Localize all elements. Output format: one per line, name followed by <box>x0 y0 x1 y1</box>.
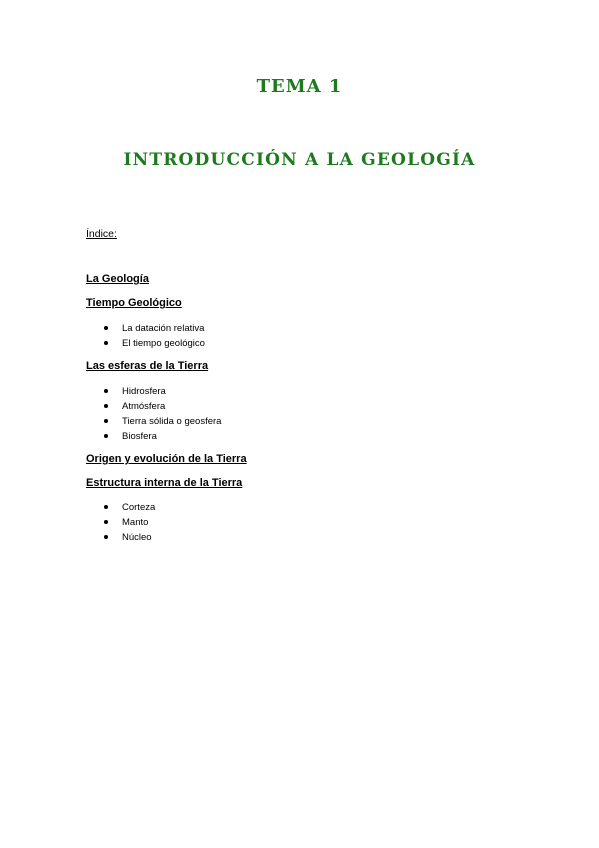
bullet-icon <box>104 326 108 330</box>
list-item <box>104 414 221 429</box>
bullet-icon <box>104 341 108 345</box>
estructura-list <box>104 500 155 545</box>
section-heading-origen: Origen y evolución de la Tierra <box>86 453 247 465</box>
list-item <box>104 321 205 336</box>
list-item-label: Hidrosfera <box>122 386 166 397</box>
list-item <box>104 384 221 399</box>
section-heading-la-geologia: La Geología <box>86 273 149 285</box>
list-item <box>104 399 221 414</box>
list-item-label: Atmósfera <box>122 401 166 412</box>
list-item <box>104 500 155 515</box>
unit-title: TEMA 1 <box>256 76 343 97</box>
list-item-label: Tierra sólida o geosfera <box>122 416 222 427</box>
list-item <box>104 515 155 530</box>
list-item-label: Manto <box>122 517 149 528</box>
bullet-icon <box>104 520 108 524</box>
list-item <box>104 336 205 351</box>
list-item <box>104 530 155 545</box>
bullet-icon <box>104 535 108 539</box>
section-heading-tiempo-geologico: Tiempo Geológico <box>86 297 182 309</box>
bullet-icon <box>104 389 108 393</box>
list-item-label: Biosfera <box>122 431 157 442</box>
list-item <box>104 429 221 444</box>
list-item-label: Corteza <box>122 502 156 513</box>
unit-subtitle: INTRODUCCIÓN A LA GEOLOGÍA <box>123 150 476 170</box>
index-label: Índice: <box>86 228 117 240</box>
esferas-list <box>104 384 221 444</box>
section-heading-esferas: Las esferas de la Tierra <box>86 360 209 372</box>
list-item-label: El tiempo geológico <box>122 338 205 349</box>
bullet-icon <box>104 434 108 438</box>
list-item-label: La datación relativa <box>122 323 205 334</box>
bullet-icon <box>104 419 108 423</box>
bullet-icon <box>104 505 108 509</box>
section-heading-estructura: Estructura interna de la Tierra <box>86 477 243 489</box>
tiempo-geologico-list <box>104 321 205 351</box>
list-item-label: Núcleo <box>122 532 152 543</box>
bullet-icon <box>104 404 108 408</box>
